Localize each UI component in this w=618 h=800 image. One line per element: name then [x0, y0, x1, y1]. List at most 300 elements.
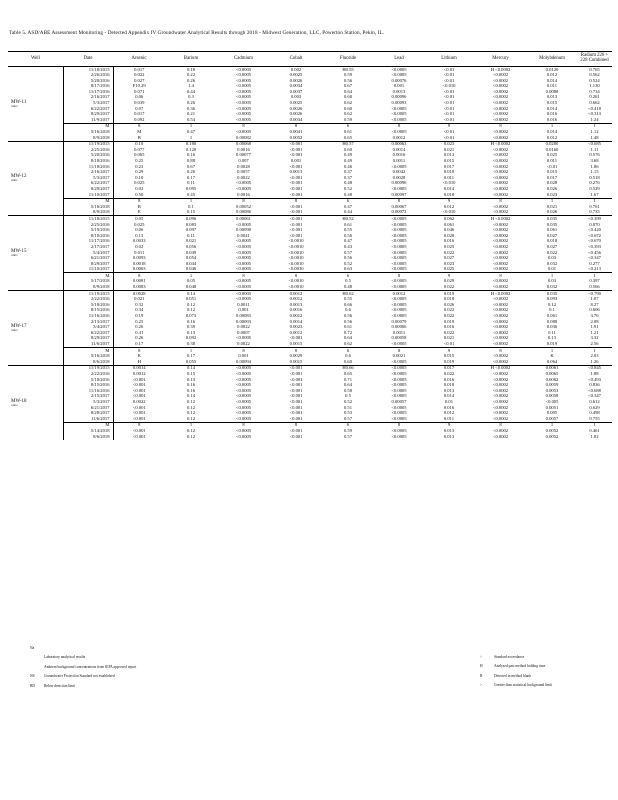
value-cell: 0.00068 — [217, 141, 270, 147]
value-cell: 0.03 — [547, 255, 557, 261]
value-cell: 0.01 — [547, 266, 557, 272]
value-cell: 0.54 — [186, 117, 196, 122]
well-cell — [8, 365, 63, 439]
value-cell: 8 — [270, 422, 322, 428]
value-cell: 0.01 — [444, 399, 454, 404]
value-cell: 0.25 — [135, 158, 144, 163]
value-cell: 0.47 — [186, 129, 196, 135]
value-cell: K — [137, 353, 141, 359]
value-cell: 0.0018 — [132, 261, 146, 266]
value-cell: 0.59 — [343, 117, 353, 122]
date-cell: M — [63, 273, 113, 279]
value-cell: 6 — [322, 198, 374, 204]
value-cell: 0.60 — [343, 147, 353, 152]
value-cell: 0.0012 — [392, 135, 406, 140]
value-cell: 0.00097 — [391, 192, 407, 197]
value-cell: H0.52 — [322, 216, 374, 222]
column-header: Cadmium — [217, 52, 270, 67]
value-cell: 0.001 — [290, 158, 302, 163]
value-cell: 0.0028 — [113, 291, 165, 297]
value-cell: 0.013 — [443, 434, 455, 439]
value-cell: B — [137, 204, 141, 209]
well-name: MW-18 — [11, 398, 27, 404]
value-cell: <0.01 — [546, 164, 558, 169]
value-cell: <0.010 — [442, 209, 456, 215]
value-cell: 0.0022 — [132, 399, 146, 404]
value-cell: <0.0002 — [492, 255, 509, 261]
table-row — [8, 434, 612, 440]
value-cell: <0.0005 — [391, 377, 407, 382]
value-cell: 0.025 — [134, 222, 145, 227]
value-cell: H0.62 — [322, 291, 374, 297]
value-cell: <0.001 — [132, 377, 146, 382]
value-cell: <0.0005 — [235, 255, 252, 261]
value-cell: 0.073 — [185, 313, 197, 319]
date-cell: M — [63, 198, 113, 204]
footnote — [480, 681, 552, 690]
value-cell: <0.01 — [443, 341, 455, 346]
value-cell: 0.016 — [443, 238, 455, 244]
value-cell: 0.12 — [186, 399, 196, 404]
value-cell: 0.62 — [343, 111, 353, 117]
value-cell: 0.61 — [343, 129, 353, 135]
value-cell: <0.0005 — [391, 382, 407, 388]
value-cell: <0.0002 — [492, 330, 509, 335]
value-cell: 6 — [322, 273, 374, 279]
value-cell: <0.0010 — [288, 238, 304, 244]
value-cell: <0.0005 — [235, 186, 252, 191]
value-cell: 8 — [474, 422, 527, 428]
date-cell: M — [63, 348, 113, 354]
date-cell: 11/10/2017 — [63, 267, 113, 273]
value-cell: <0.0005 — [235, 100, 252, 106]
value-cell: <0.0010 — [288, 244, 304, 249]
value-cell: <0.0002 — [492, 222, 509, 227]
value-cell: <0.0002 — [492, 169, 509, 175]
value-cell: 0.13 — [186, 377, 196, 382]
value-cell: <0.001 — [289, 147, 303, 152]
value-cell: 0.088 — [546, 319, 558, 324]
value-cell: 0.021 — [134, 296, 145, 302]
value-cell: <0.0005 — [235, 244, 252, 249]
value-cell: 0.55 — [343, 227, 353, 233]
value-cell: <0.0002 — [492, 186, 509, 191]
date-cell: 11/18/2015 — [63, 67, 113, 73]
value-cell: 0.518 — [589, 175, 600, 180]
value-cell: 0.0280 — [527, 141, 577, 147]
footnote — [480, 662, 552, 671]
value-cell: 8 — [217, 422, 270, 428]
date-cell: 11/19/2015 — [63, 365, 113, 371]
value-cell: 0.46 — [343, 164, 353, 169]
footnote-key: BD — [30, 683, 35, 688]
value-cell: 0.36 — [186, 106, 196, 111]
value-cell: <0.001 — [132, 428, 146, 433]
value-cell: 0.023 — [443, 261, 455, 266]
value-cell: <0.0002 — [492, 284, 509, 290]
value-cell: 9 — [424, 123, 474, 129]
value-cell: 0.59 — [343, 72, 353, 78]
date-cell: 5/14/2018 — [63, 428, 113, 434]
footnote-text: Greater than statistical background limit — [494, 683, 552, 688]
value-cell: 0.001 — [393, 83, 405, 89]
value-cell: 0.029 — [443, 278, 455, 284]
value-cell: <0.0005 — [235, 399, 252, 404]
value-cell: 0.00083 — [236, 313, 251, 319]
date-cell: 8/29/2017 — [63, 261, 113, 267]
footnote — [30, 644, 136, 653]
value-cell: 0.016 — [443, 324, 455, 330]
value-cell: 0.1 — [188, 204, 194, 209]
value-cell: <0.0005 — [391, 405, 407, 410]
footnote-text: Standard exceedance — [494, 655, 525, 659]
value-cell: <0.0005 — [391, 278, 407, 284]
value-cell: <0.0002 — [492, 335, 509, 341]
value-cell: <0.688 — [588, 388, 601, 393]
value-cell: <0.0005 — [391, 250, 407, 255]
value-cell: 0.14 — [186, 393, 196, 399]
value-cell: 0.0052 — [289, 135, 303, 140]
date-cell: 5/19/2016 — [63, 228, 113, 234]
value-cell: 0.64 — [343, 382, 353, 388]
value-cell: 0.014 — [546, 106, 558, 111]
value-cell: <0.0002 — [492, 135, 509, 140]
value-cell: 0.26 — [186, 169, 196, 175]
value-cell: 0.022 — [546, 250, 558, 255]
value-cell: 8 — [270, 198, 322, 204]
value-cell: <0.001 — [132, 416, 146, 421]
value-cell: 0.05 — [186, 278, 196, 284]
value-cell: <0.0005 — [391, 371, 407, 376]
value-cell: 1 — [189, 135, 193, 140]
value-cell: 0.022 — [443, 250, 455, 255]
value-cell: 0.018 — [443, 296, 455, 302]
value-cell: <0.0005 — [391, 434, 407, 439]
value-cell: <0.001 — [289, 164, 303, 169]
value-cell: 8 — [113, 348, 165, 354]
value-cell: 8 — [474, 348, 527, 354]
value-cell: 0.34 — [135, 307, 144, 313]
date-cell: 8/29/2017 — [63, 112, 113, 118]
value-cell: 0.0012 — [289, 296, 303, 302]
value-cell: 0.0015 — [289, 341, 303, 346]
table-title: Table 5. ASD/ABE Assessment Monitoring - Detected Appendix IV Groundwater Analytical Results through 2018 - Midwest Generation, LLC, Powerton Station, Pekin, IL. — [9, 30, 385, 36]
value-cell: 0.0093 — [132, 255, 146, 261]
value-cell: H0.66 — [322, 365, 374, 371]
value-cell: 0.0012 — [270, 291, 322, 297]
value-cell: <0.0005 — [235, 335, 252, 341]
value-cell: 0.37 — [343, 175, 353, 180]
value-cell: <0.0005 — [391, 266, 407, 272]
value-cell: 0.0014 — [289, 319, 303, 324]
value-cell: 0.32 — [135, 302, 144, 307]
value-cell: 0.0011 — [392, 158, 406, 163]
value-cell: 8 — [113, 273, 165, 279]
value-cell: <0.0005 — [235, 278, 252, 284]
value-cell: <0.0010 — [288, 266, 304, 272]
value-cell: 0.017 — [443, 164, 455, 169]
value-cell: <0.0002 — [492, 319, 509, 324]
value-cell: <0.01 — [443, 89, 455, 94]
value-cell: 0.00096 — [391, 94, 407, 100]
value-cell: 0.60 — [343, 359, 353, 364]
value-cell: 0.562 — [589, 72, 600, 78]
value-cell: 0.5 — [345, 278, 351, 284]
value-cell: 0.52 — [343, 186, 353, 191]
value-cell: <0.001 — [132, 410, 146, 416]
value-cell: 0.606 — [589, 307, 600, 313]
value-cell: 3.68 — [590, 158, 599, 163]
well-cell — [8, 67, 63, 142]
date-cell: 5/16/2018 — [63, 204, 113, 210]
value-cell: <0.01 — [443, 111, 455, 117]
value-cell: <0.0005 — [391, 222, 407, 227]
value-cell: <0.001 — [289, 204, 303, 209]
value-cell: 0.00098 — [236, 227, 251, 233]
value-cell: 0.26 — [186, 78, 196, 83]
value-cell: <0.0005 — [391, 129, 407, 135]
footnote-key: B — [480, 673, 483, 678]
column-header: Well — [8, 52, 63, 67]
date-cell: 2/16/2017 — [63, 95, 113, 101]
value-cell: <0.0002 — [492, 405, 509, 410]
value-cell: 0.17 — [186, 175, 196, 180]
value-cell: 8 — [113, 123, 165, 129]
value-cell: 0.00072 — [391, 209, 407, 215]
value-cell: <0.001 — [270, 365, 322, 371]
value-cell: 0.014 — [443, 186, 455, 191]
value-cell: <0.001 — [289, 416, 303, 421]
well-units: units — [11, 402, 18, 407]
footnote-text: Analyzed past method holding time — [494, 664, 546, 669]
value-cell: 0.00093 — [236, 319, 251, 324]
value-cell: 0.027 — [546, 244, 558, 249]
value-cell: 0.0026 — [289, 111, 303, 117]
value-cell: 1 — [577, 422, 612, 428]
value-cell: 0.013 — [546, 94, 558, 100]
value-cell: 0.12 — [186, 302, 196, 307]
value-cell: 0.011 — [546, 158, 558, 163]
value-cell: 0.00076 — [391, 78, 407, 83]
value-cell: <0.0005 — [235, 382, 252, 388]
value-cell: 0.15 — [186, 371, 196, 376]
value-cell: 0.57 — [343, 434, 353, 439]
value-cell: 0.046 — [443, 227, 455, 233]
value-cell: 0.0012 — [289, 330, 303, 335]
value-cell: F10.29 — [132, 83, 146, 89]
value-cell: 0.0037 — [289, 89, 303, 94]
date-cell: 5/4/2017 — [63, 250, 113, 256]
well-units: units — [11, 327, 18, 332]
value-cell: 8 — [270, 273, 322, 279]
value-cell: H <0.0002 — [474, 365, 527, 371]
value-cell: 0.035 — [527, 216, 577, 222]
well-cell — [8, 216, 63, 291]
value-cell: 0.021 — [443, 335, 455, 341]
column-header: Cobalt — [270, 52, 322, 67]
value-cell: 0.10 — [135, 175, 144, 180]
value-cell: 0.12 — [186, 416, 196, 421]
value-cell: 6 — [322, 123, 374, 129]
value-cell: 2.08 — [590, 319, 599, 324]
value-cell: 0.022 — [443, 307, 455, 313]
value-cell: <0.0010 — [288, 261, 304, 266]
date-cell: 2/26/2016 — [63, 73, 113, 79]
value-cell: 0.48 — [343, 180, 353, 186]
value-cell: 0.88 — [186, 158, 196, 163]
value-cell: 8.27 — [590, 302, 599, 307]
value-cell: 0.0015 — [289, 359, 303, 364]
value-cell: 0.16 — [186, 152, 196, 158]
value-cell: 8 — [217, 198, 270, 204]
value-cell: 0.12 — [186, 405, 196, 410]
value-cell: 8 — [374, 198, 424, 204]
value-cell: 0.26 — [135, 335, 144, 341]
value-cell: 1.4 — [188, 83, 194, 89]
value-cell: 0.397 — [589, 278, 600, 284]
value-cell: 0.092 — [185, 335, 197, 341]
value-cell: 0.00058 — [391, 335, 407, 341]
value-cell: 0.0026 — [289, 78, 303, 83]
value-cell: M — [137, 129, 142, 135]
value-cell: 0.055 — [185, 359, 197, 364]
value-cell: <0.0002 — [492, 94, 509, 100]
value-cell: <0.0005 — [235, 434, 252, 439]
value-cell: <0.010 — [442, 83, 456, 89]
value-cell: 0.03 — [547, 278, 557, 284]
value-cell: <0.0002 — [492, 341, 509, 346]
value-cell: 0.14 — [165, 291, 217, 297]
value-cell: 0.12 — [186, 410, 196, 416]
date-cell: 6/21/2017 — [63, 256, 113, 262]
value-cell: 0.012 — [443, 410, 455, 416]
value-cell: 2.56 — [590, 341, 599, 346]
well-name: MW-11 — [11, 99, 27, 105]
value-cell: <0.0002 — [492, 227, 509, 233]
value-cell: <0.0005 — [391, 261, 407, 266]
value-cell: <0.0005 — [391, 359, 407, 364]
value-cell: 0.48 — [343, 192, 353, 197]
value-cell: <0.0005 — [391, 117, 407, 122]
date-cell: 8/9/2018 — [63, 135, 113, 141]
value-cell: 0.277 — [589, 261, 600, 266]
date-cell: 8/9/2018 — [63, 210, 113, 216]
value-cell: 0.002 — [270, 67, 322, 73]
value-cell: 0.021 — [185, 238, 197, 244]
value-cell: 0.16 — [186, 382, 196, 388]
value-cell: 0.66 — [343, 302, 353, 307]
value-cell: 0.035 — [546, 222, 558, 227]
value-cell: 0.18 — [165, 67, 217, 73]
value-cell: <0.0005 — [391, 307, 407, 313]
value-cell: <0.0002 — [492, 117, 509, 122]
value-cell: 0.0016 — [392, 152, 406, 158]
value-cell: 8 — [113, 422, 165, 428]
value-cell: <0.0005 — [235, 78, 252, 83]
value-cell: 1 — [165, 348, 217, 354]
value-cell: 0.612 — [589, 399, 600, 404]
value-cell: 1 — [165, 198, 217, 204]
value-cell: 0.0034 — [289, 83, 303, 89]
value-cell: 0.13 — [547, 335, 557, 341]
footnote-text: Detected in method blank — [494, 673, 532, 678]
value-cell: 1.48 — [590, 135, 599, 140]
value-cell: 1 — [165, 422, 217, 428]
value-cell: <0.01 — [443, 94, 455, 100]
value-cell: 8 — [474, 123, 527, 129]
value-cell: 1.24 — [590, 117, 599, 122]
value-cell: 0.0034 — [289, 117, 303, 122]
date-cell: 8/17/2016 — [63, 84, 113, 90]
value-cell: 1 — [577, 123, 612, 129]
value-cell: 0.22 — [186, 72, 196, 78]
value-cell: <0.001 — [289, 335, 303, 341]
value-cell: 1 — [165, 273, 217, 279]
date-cell: M — [63, 422, 113, 428]
value-cell: 0.061 — [546, 227, 558, 233]
value-cell: <0.0005 — [235, 117, 252, 122]
value-cell: 0.00067 — [391, 204, 407, 209]
value-cell: <0.0005 — [374, 67, 424, 73]
value-cell: 0.755 — [589, 416, 600, 421]
date-cell: 8/18/2016 — [63, 159, 113, 165]
value-cell: H <0.0002 — [474, 67, 527, 73]
value-cell: 0.761 — [589, 204, 600, 209]
value-cell: <0.845 — [577, 365, 612, 371]
value-cell: 0.734 — [589, 89, 600, 94]
value-cell: <0.0005 — [235, 106, 252, 111]
value-cell: 0.57 — [343, 250, 353, 255]
value-cell: <0.010 — [442, 180, 456, 186]
value-cell: 0.0059 — [545, 382, 559, 388]
value-cell: 0.02 — [135, 244, 144, 249]
value-cell: <0.0005 — [235, 94, 252, 100]
value-cell: 8 — [113, 198, 165, 204]
value-cell: 0.0025 — [289, 100, 303, 106]
value-cell: 0.064 — [546, 359, 558, 364]
value-cell: H <0.0002 — [474, 291, 527, 297]
value-cell: 0.00094 — [236, 359, 251, 364]
value-cell: 0.62 — [343, 100, 353, 106]
date-cell: 2/16/2017 — [63, 170, 113, 176]
value-cell: 0.022 — [443, 330, 455, 335]
value-cell: 0.11 — [187, 180, 195, 186]
value-cell: 0.092 — [134, 117, 145, 122]
value-cell: 9 — [424, 348, 474, 354]
value-cell: 1.26 — [590, 359, 599, 364]
value-cell: 0.0014 — [392, 147, 406, 152]
well-name: MW-15 — [11, 249, 27, 255]
value-cell: 0.027 — [546, 233, 558, 238]
value-cell: 0.035 — [527, 291, 577, 297]
value-cell: 0.0042 — [392, 169, 406, 175]
value-cell: 0.093 — [546, 296, 558, 302]
value-cell: 0.0028 — [392, 175, 406, 180]
value-cell: 0.0160 — [545, 147, 559, 152]
value-cell: <0.001 — [289, 382, 303, 388]
value-cell: 0.0052 — [545, 434, 559, 439]
value-cell: 0.12 — [186, 434, 196, 439]
value-cell: 0.72 — [343, 330, 353, 335]
value-cell: <0.0002 — [492, 129, 509, 135]
value-cell: K — [550, 353, 554, 359]
value-cell: <0.0002 — [492, 371, 509, 376]
value-cell: 0.47 — [343, 238, 353, 244]
value-cell: <0.001 — [132, 434, 146, 439]
value-cell: 0.44 — [343, 209, 353, 215]
value-cell: <0.0005 — [235, 238, 252, 244]
value-cell: H <0.0002 — [474, 141, 527, 147]
